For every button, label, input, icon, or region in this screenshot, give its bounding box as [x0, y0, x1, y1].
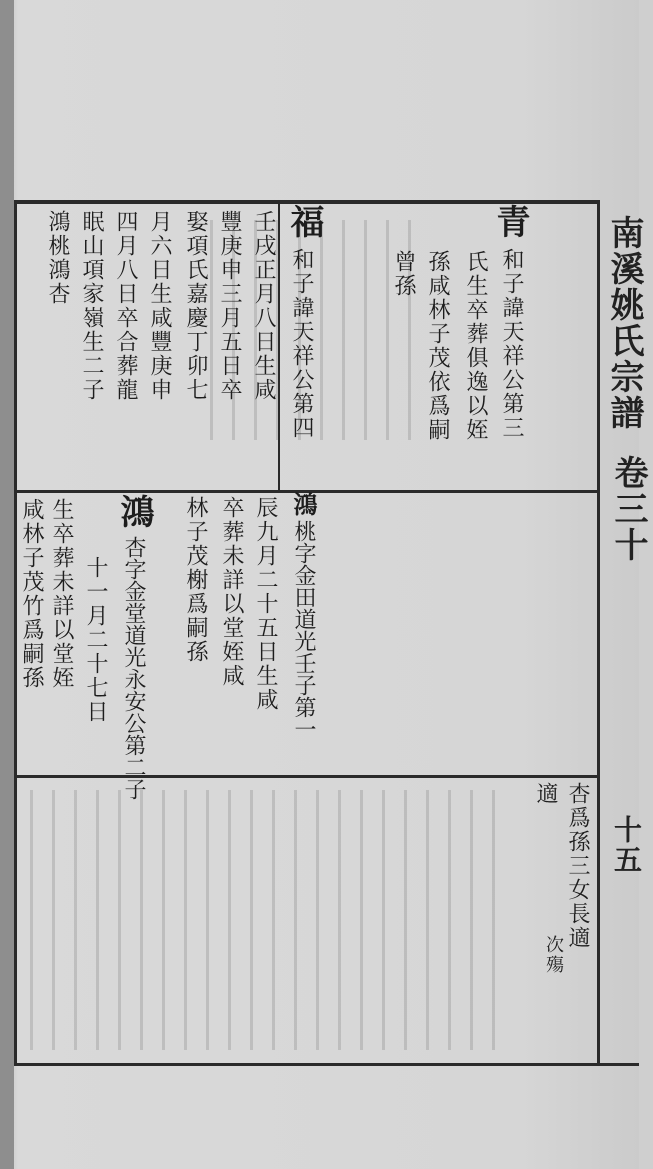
entry-line: 咸林子茂竹爲嗣孫	[19, 498, 44, 690]
entry-line: 適	[533, 782, 558, 806]
entry-line: 生卒葬未詳以堂姪	[49, 498, 74, 690]
binding-edge	[0, 0, 14, 1169]
entry-line: 杏字金堂道光永安公第二子	[121, 536, 146, 800]
entry-line: 月六日生咸豐庚申	[147, 210, 172, 402]
entry-line: 氏生卒葬俱逸以姪	[463, 250, 488, 442]
entry-line: 林子茂榭爲嗣孫	[183, 496, 208, 664]
entry-name-fu: 福	[284, 204, 324, 240]
entry-line: 和子諱天祥公第四	[289, 248, 314, 440]
entry-line: 鴻桃鴻杏	[45, 210, 70, 306]
entry-name-hongxing: 鴻	[114, 494, 154, 530]
frame-bottom-border	[14, 1063, 639, 1066]
bleed-through-lower	[30, 790, 510, 1050]
entry-line: 豐庚申三月五日卒	[217, 210, 242, 402]
entry-line: 壬戌正月八日生咸	[251, 210, 276, 402]
entry-line: 次殤	[543, 935, 564, 975]
entry-line: 卒葬未詳以堂姪咸	[219, 496, 244, 688]
entry-name-hongtao: 鴻	[289, 492, 318, 518]
entry-line: 辰九月二十五日生咸	[253, 496, 278, 712]
entry-line: 十一月二十七日	[83, 556, 108, 724]
entry-line: 杏爲孫三女長適	[565, 782, 590, 950]
entry-line: 孫咸林子茂依爲嗣	[425, 250, 450, 442]
entry-line: 眠山項家嶺生二子	[79, 210, 104, 402]
entry-line: 桃字金田道光壬子第一	[291, 520, 316, 740]
book-title: 南溪姚氏宗譜	[604, 215, 644, 431]
entry-line: 和子諱天祥公第三	[499, 248, 524, 440]
volume-label: 卷三十	[608, 455, 648, 563]
page-number: 十五	[610, 815, 643, 875]
entry-name-qing: 青	[490, 204, 530, 240]
entry-line: 娶項氏嘉慶丁卯七	[183, 210, 208, 402]
entry-line: 曾孫	[391, 250, 416, 298]
entry-line: 四月八日卒合葬龍	[113, 210, 138, 402]
lower-register-divider	[14, 775, 599, 778]
